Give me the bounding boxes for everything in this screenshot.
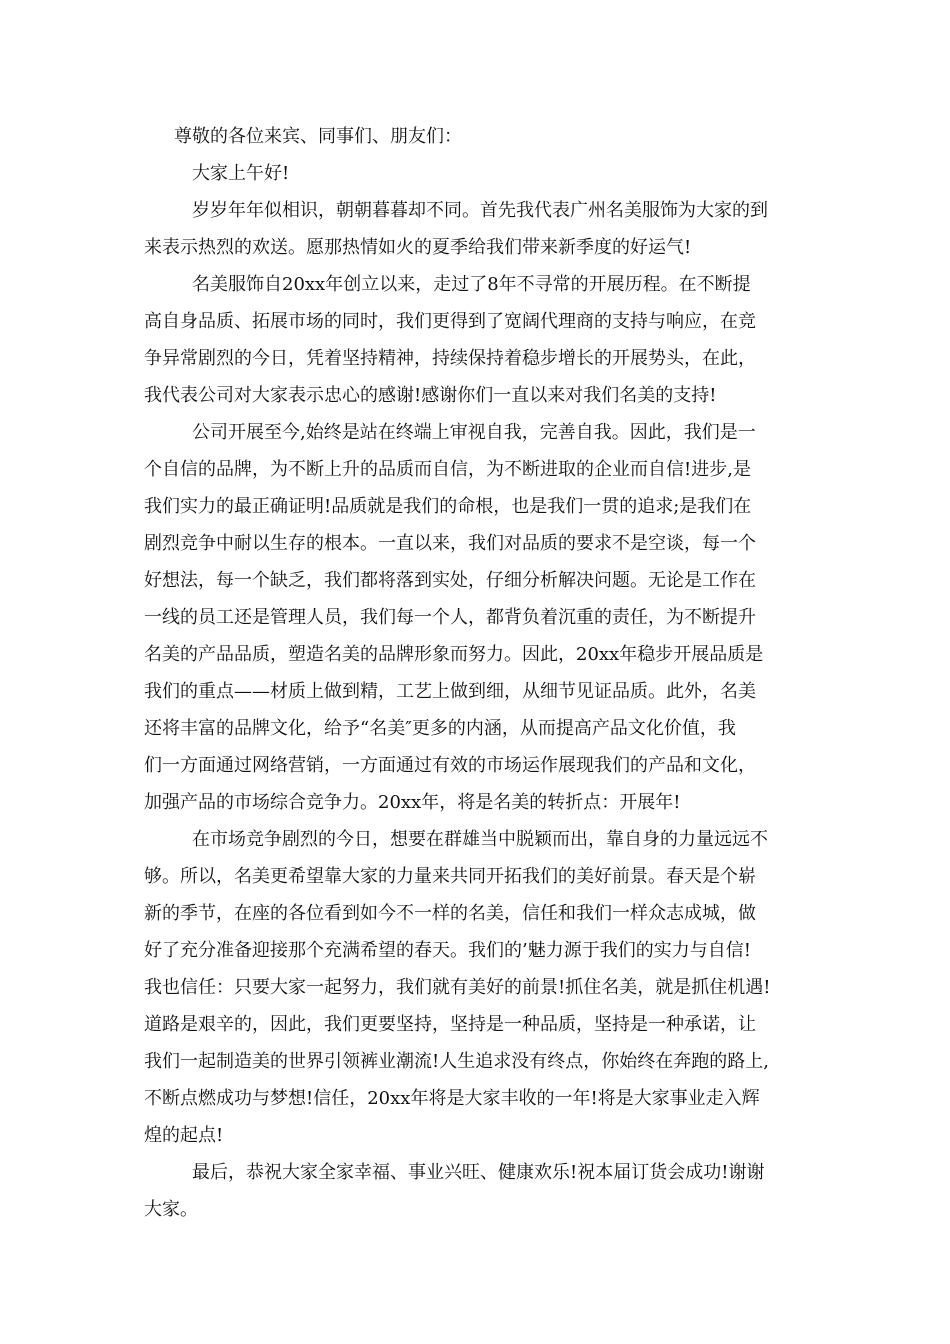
- paragraph-line: 我们一起制造美的世界引领裤业潮流!人生追求没有终点，你始终在奔跑的路上,: [144, 1051, 769, 1072]
- paragraph-line: 我代表公司对大家表示忠心的感谢!感谢你们一直以来对我们名美的支持!: [144, 385, 717, 406]
- paragraphs: [144, 192, 816, 1228]
- paragraph-line: 还将丰富的品牌文化，给予“名美″更多的内涵，从而提高产品文化价值，我: [144, 718, 736, 739]
- paragraph-line: 名美的产品品质，塑造名美的品牌形象而努力。因此，20xx年稳步开展品质是: [144, 644, 764, 665]
- paragraph-line: 们一方面通过网络营销，一方面通过有效的市场运作展现我们的产品和文化，: [144, 755, 756, 776]
- paragraph-line: 不断点燃成功与梦想!信任，20xx年将是大家丰收的一年!将是大家事业走入辉: [144, 1088, 760, 1109]
- paragraph-line: 够。所以，名美更希望靠大家的力量来共同开拓我们的美好前景。春天是个崭: [144, 866, 756, 887]
- speech-body: [144, 118, 816, 1228]
- paragraph-line: 一线的员工还是管理人员，我们每一个人，都背负着沉重的责任，为不断提升: [144, 607, 756, 628]
- paragraph: [144, 414, 816, 821]
- paragraph: [144, 266, 816, 414]
- paragraph-line: 个自信的品牌，为不断上升的品质而自信，为不断进取的企业而自信!进步,是: [144, 459, 751, 480]
- paragraph-line: 剧烈竞争中耐以生存的根本。一直以来，我们对品质的要求不是空谈，每一个: [144, 533, 756, 554]
- paragraph: [144, 821, 816, 1154]
- greeting-line: 尊敬的各位来宾、同事们、朋友们：: [174, 126, 462, 147]
- paragraph-line: 最后，恭祝大家全家幸福、事业兴旺、健康欢乐!祝本届订货会成功!谢谢: [192, 1162, 765, 1183]
- paragraph-line: 我也信任：只要大家一起努力，我们就有美好的前景!抓住名美，就是抓住机遇!: [144, 977, 771, 998]
- paragraph-line: 名美服饰自20xx年创立以来，走过了8年不寻常的开展历程。在不断提: [192, 274, 751, 295]
- paragraph-line: 岁岁年年似相识，朝朝暮暮却不同。首先我代表广州名美服饰为大家的到: [192, 200, 768, 221]
- paragraph-line: 新的季节，在座的各位看到如今不一样的名美，信任和我们一样众志成城，做: [144, 903, 756, 924]
- paragraph-line: 好了充分准备迎接那个充满希望的春天。我们的’魅力源于我们的实力与自信!: [144, 940, 751, 961]
- paragraph-line: 争异常剧烈的今日，凭着坚持精神，持续保持着稳步增长的开展势头，在此，: [144, 348, 756, 369]
- paragraph-line: 大家。: [144, 1199, 198, 1220]
- paragraph-line: 公司开展至今,始终是站在终端上审视自我，完善自我。因此，我们是一: [192, 422, 756, 443]
- hello-line: 大家上午好!: [192, 163, 290, 184]
- paragraph-line: 煌的起点!: [144, 1125, 224, 1146]
- paragraph-line: 好想法，每一个缺乏，我们都将落到实处，仔细分析解决问题。无论是工作在: [144, 570, 756, 591]
- paragraph-line: 来表示热烈的欢送。愿那热情如火的夏季给我们带来新季度的好运气!: [144, 237, 692, 258]
- paragraph-line: 加强产品的市场综合竞争力。20xx年，将是名美的转折点：开展年!: [144, 792, 681, 813]
- paragraph-line: 高自身品质、拓展市场的同时，我们更得到了宽阔代理商的支持与响应，在竞: [144, 311, 756, 332]
- paragraph: [144, 1154, 816, 1228]
- paragraph-line: 在市场竞争剧烈的今日，想要在群雄当中脱颖而出，靠自身的力量远远不: [192, 829, 768, 850]
- paragraph-line: 道路是艰辛的，因此，我们更要坚持，坚持是一种品质，坚持是一种承诺，让: [144, 1014, 756, 1035]
- paragraph-line: 我们实力的最正确证明!品质就是我们的命根，也是我们一贯的追求;是我们在: [144, 496, 752, 517]
- paragraph-line: 我们的重点——材质上做到精，工艺上做到细，从细节见证品质。此外，名美: [144, 681, 756, 702]
- paragraph: [144, 192, 816, 266]
